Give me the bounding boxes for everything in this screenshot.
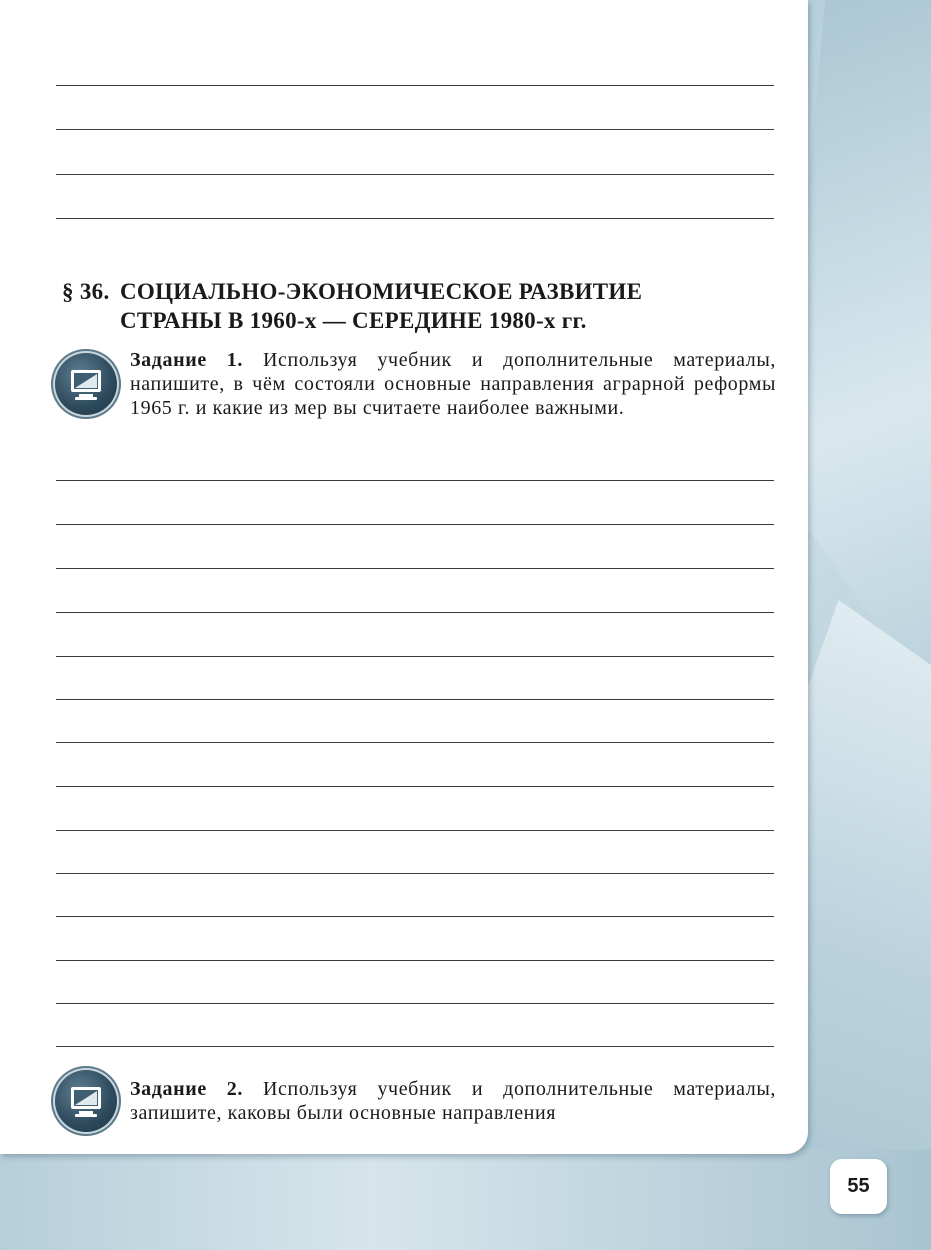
computer-monitor-icon xyxy=(55,1070,117,1132)
answer-line[interactable] xyxy=(56,612,774,613)
background-facet xyxy=(0,1150,931,1250)
task-1 xyxy=(130,348,776,420)
section-title-line2: СТРАНЫ В 1960-х — СЕРЕДИНЕ 1980-х гг. xyxy=(120,308,587,333)
answer-line[interactable] xyxy=(56,786,774,787)
answer-line[interactable] xyxy=(56,699,774,700)
answer-line[interactable] xyxy=(56,1003,774,1004)
answer-line[interactable] xyxy=(56,218,774,219)
answer-line[interactable] xyxy=(56,129,774,130)
task-2 xyxy=(130,1077,776,1125)
answer-line[interactable] xyxy=(56,742,774,743)
computer-monitor-icon xyxy=(55,353,117,415)
task-2-label: Задание 2. xyxy=(130,1078,243,1100)
section-title-line1: СОЦИАЛЬНО-ЭКОНОМИЧЕСКОЕ РАЗВИТИЕ xyxy=(120,279,643,304)
answer-line[interactable] xyxy=(56,960,774,961)
answer-line[interactable] xyxy=(56,524,774,525)
section-heading xyxy=(62,277,782,335)
answer-line[interactable] xyxy=(56,568,774,569)
section-number: § 36. xyxy=(62,279,110,304)
task-2-text: Используя учебник и дополнительные материалы, запишите, каковы были основные направления xyxy=(130,1078,776,1124)
answer-line[interactable] xyxy=(56,916,774,917)
answer-line[interactable] xyxy=(56,1046,774,1047)
answer-line[interactable] xyxy=(56,85,774,86)
answer-line[interactable] xyxy=(56,873,774,874)
page-number: 55 xyxy=(830,1159,887,1214)
answer-line[interactable] xyxy=(56,174,774,175)
task-1-label: Задание 1. xyxy=(130,349,243,371)
answer-line[interactable] xyxy=(56,480,774,481)
task-1-text: Используя учебник и дополнительные материалы, напишите, в чём состояли основные направления аграрной реформы 1965 г. и какие из мер вы считаете наиболее важными. xyxy=(130,349,776,419)
answer-line[interactable] xyxy=(56,656,774,657)
answer-line[interactable] xyxy=(56,830,774,831)
